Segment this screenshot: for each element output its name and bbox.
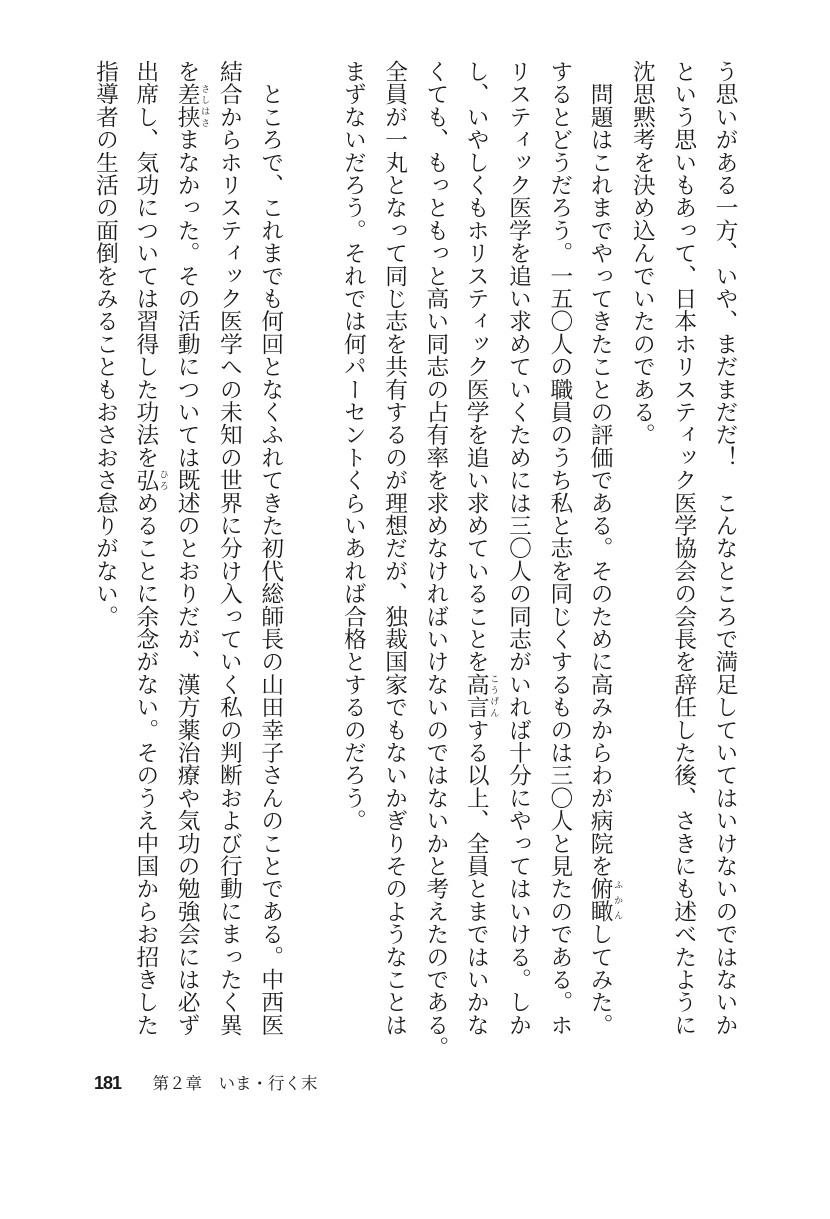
ruby-word: 差挟 さしはさ: [174, 82, 210, 129]
text-column: [704, 60, 746, 1060]
text-column: [250, 60, 292, 1060]
text-segment: 全員が一丸となって同じ志を共有するのが理想だが、独裁国家でもないかぎりそのようなことは: [381, 60, 408, 1037]
ruby-word: 弘 ひろ: [132, 468, 168, 492]
text-segment: し、いやしくもホリスティック医学を追い求めていることを: [463, 60, 490, 673]
text-segment: という思いもあって、日本ホリスティック医学協会の会長を辞任した後、さきにも述べたように: [670, 60, 697, 1037]
text-segment: めることに余念がない。そのうえ中国からお招きした: [132, 491, 159, 1037]
text-column: [621, 60, 663, 1060]
text-column: [85, 60, 127, 1060]
text-segment: リスティック医学を追い求めていくためには三〇人の同志がいれば十分にやってはいける。しか: [505, 60, 532, 1037]
text-segment: 結合からホリスティック医学への未知の世界に分け入っていく私の判断および行動にまったく異: [216, 60, 243, 1037]
furigana: ふかん: [612, 877, 623, 923]
furigana: こうげん: [488, 672, 499, 719]
text-segment: 問題はこれまでやってきたことの評価である。そのために高みからわが病院を: [587, 60, 614, 878]
text-column: [663, 60, 705, 1060]
text-column: [580, 60, 622, 1060]
text-column: [498, 60, 540, 1060]
text-column: [374, 60, 416, 1060]
text-segment: するとどうだろう。一五〇人の職員のうち私と志を同じくするものは三〇人と見たのである。ホ: [546, 60, 573, 1037]
text-segment: まずないだろう。それでは何パーセントくらいあれば合格とするのだろう。: [340, 60, 367, 832]
ruby-word: 高言 こうげん: [463, 672, 499, 719]
text-segment: まなかった。その活動については既述のとおりだが、漢方薬治療や気功の勉強会には必ず: [174, 128, 201, 1037]
text-segment: ところで、これまでも何回となくふれてきた初代総師長の山田幸子さんのことである。中西医: [257, 60, 284, 1037]
ruby-word: 俯瞰 ふかん: [587, 877, 623, 923]
text-segment: する以上、全員とまではいかな: [463, 718, 490, 1037]
text-segment: くても、もっともっと高い同志の占有率を求めなければいけないのではないかと考えたのである。: [422, 60, 449, 1059]
furigana: さしはさ: [199, 82, 210, 129]
chapter-title: 第２章 いま・行く末: [152, 1074, 318, 1093]
text-segment: 沈思黙考を決め込んでいたのである。: [629, 60, 656, 446]
text-column: [539, 60, 581, 1060]
page-number: 181: [94, 1073, 122, 1093]
page-footer: [94, 1070, 317, 1094]
text-column: [208, 60, 250, 1060]
text-column: [126, 60, 168, 1060]
text-segment: う思いがある一方、いや、まだまだだ！ こんなところで満足していてはいけないのではないか: [712, 60, 738, 1037]
furigana: ひろ: [157, 468, 168, 492]
text-column: [167, 60, 209, 1060]
text-column: [332, 60, 374, 1060]
text-column: [291, 60, 333, 1060]
text-column: [415, 60, 457, 1060]
text-column: [456, 60, 498, 1060]
text-segment: を: [174, 60, 201, 83]
text-segment: してみた。: [587, 922, 614, 1037]
text-segment: 指導者の生活の面倒をみることもおさおさ怠りがない。: [92, 60, 119, 628]
text-segment: 出席し、気功については習得した功法を: [132, 60, 159, 469]
